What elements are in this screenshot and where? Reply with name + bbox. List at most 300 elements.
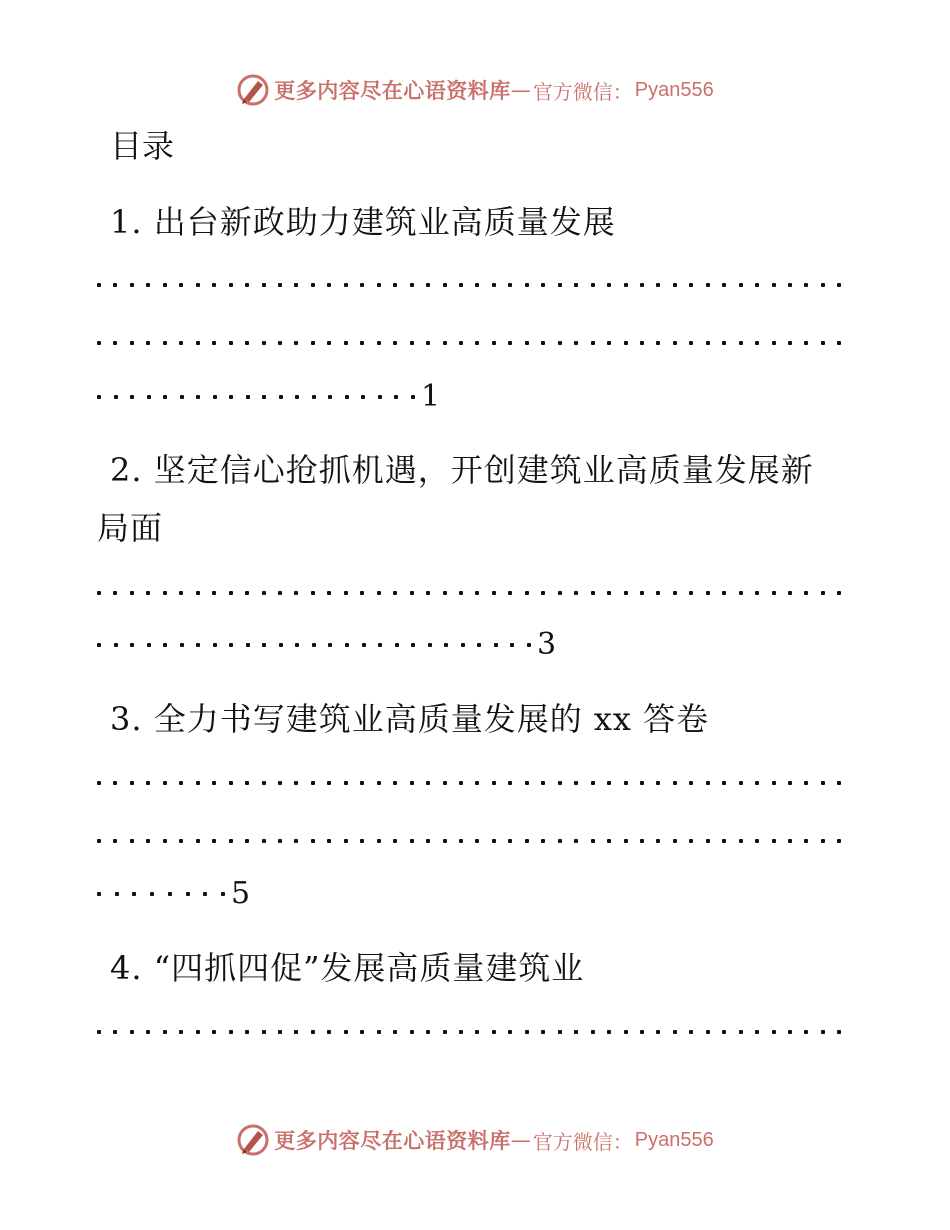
leader-dot	[640, 283, 644, 287]
leader-dot	[574, 283, 578, 287]
toc-entry-3[interactable]: 3. 全力书写建筑业高质量发展的 xx 答卷	[110, 700, 710, 738]
leader-dot	[377, 283, 381, 287]
leader-dot	[410, 591, 414, 595]
leader-dot	[113, 341, 117, 345]
toc-entry-2-continued: 局面	[97, 509, 164, 547]
leader-dot	[739, 341, 743, 345]
leader-dot	[475, 839, 479, 843]
leader-dot	[245, 781, 249, 785]
leader-dot	[689, 283, 693, 287]
leader-dot	[624, 283, 628, 287]
leader-dot	[492, 591, 496, 595]
leader-dot	[245, 591, 249, 595]
leader-dot	[624, 781, 628, 785]
leader-dot	[591, 283, 595, 287]
leader-dot	[411, 643, 415, 647]
leader-dot	[97, 839, 101, 843]
leader-dot	[395, 643, 399, 647]
dot-leader	[97, 826, 842, 856]
leader-dot	[821, 283, 825, 287]
leader-dot	[508, 341, 512, 345]
leader-dot	[837, 341, 841, 345]
leader-dot	[246, 395, 250, 399]
leader-dot	[673, 1030, 677, 1034]
leader-dot	[262, 341, 266, 345]
leader-dot	[461, 643, 465, 647]
leader-dot	[410, 1030, 414, 1034]
leader-dot	[772, 341, 776, 345]
leader-dot	[804, 283, 808, 287]
leader-dot	[475, 591, 479, 595]
leader-dot	[492, 781, 496, 785]
leader-dot	[656, 839, 660, 843]
footer-banner	[0, 1120, 950, 1160]
leader-dot	[788, 283, 792, 287]
leader-dot	[229, 283, 233, 287]
leader-dot	[837, 1030, 841, 1034]
leader-dot	[591, 341, 595, 345]
toc-entry-1[interactable]: 1. 出台新政助力建筑业高质量发展	[110, 203, 616, 241]
leader-dot	[508, 839, 512, 843]
leader-dot	[607, 283, 611, 287]
leader-dot	[377, 591, 381, 595]
leader-dot	[541, 781, 545, 785]
leader-dot	[673, 341, 677, 345]
leader-dot	[278, 591, 282, 595]
leader-dot	[279, 643, 283, 647]
leader-dot	[377, 341, 381, 345]
dot-leader	[97, 768, 842, 798]
leader-dot	[508, 283, 512, 287]
leader-dot	[426, 591, 430, 595]
leader-dot	[821, 591, 825, 595]
leader-dot	[361, 395, 365, 399]
leader-dot	[591, 781, 595, 785]
leader-dot	[443, 591, 447, 595]
leader-dot	[344, 341, 348, 345]
toc-page-number: 1	[421, 379, 441, 414]
leader-dot	[146, 1030, 150, 1034]
leader-dot	[163, 781, 167, 785]
leader-dot	[328, 643, 332, 647]
leader-dot	[624, 839, 628, 843]
leader-dot	[541, 341, 545, 345]
leader-dot	[656, 283, 660, 287]
leader-dot	[459, 839, 463, 843]
leader-dot	[168, 892, 172, 896]
leader-dot	[591, 839, 595, 843]
header-banner	[0, 70, 950, 110]
dot-leader	[97, 270, 842, 300]
leader-dot	[262, 1030, 266, 1034]
leader-dot	[262, 591, 266, 595]
leader-dot	[410, 839, 414, 843]
leader-dot	[114, 395, 118, 399]
leader-dot	[113, 839, 117, 843]
leader-dot	[558, 283, 562, 287]
leader-dot	[393, 1030, 397, 1034]
leader-dot	[196, 643, 200, 647]
leader-dot	[821, 341, 825, 345]
leader-dot	[262, 643, 266, 647]
leader-dot	[426, 781, 430, 785]
leader-dot	[328, 395, 332, 399]
leader-dot	[278, 839, 282, 843]
leader-dot	[837, 781, 841, 785]
leader-dot	[722, 341, 726, 345]
leader-dot	[327, 1030, 331, 1034]
leader-dot	[146, 283, 150, 287]
leader-dot	[410, 781, 414, 785]
leader-dot	[213, 643, 217, 647]
leader-dot	[245, 839, 249, 843]
leader-dot	[97, 781, 101, 785]
leader-dot	[656, 341, 660, 345]
leader-dot	[410, 283, 414, 287]
leader-dot	[97, 341, 101, 345]
leader-dot	[525, 781, 529, 785]
leader-dot	[196, 395, 200, 399]
leader-dot	[229, 1030, 233, 1034]
leader-dot	[689, 781, 693, 785]
leader-dot	[344, 839, 348, 843]
leader-dot	[130, 341, 134, 345]
leader-dot	[689, 839, 693, 843]
leader-dot	[607, 591, 611, 595]
leader-dot	[311, 839, 315, 843]
leader-dot	[706, 283, 710, 287]
leader-dot	[130, 643, 134, 647]
leader-dot	[656, 591, 660, 595]
leader-dot	[492, 283, 496, 287]
leader-dot	[426, 341, 430, 345]
leader-dot	[475, 283, 479, 287]
leader-dot	[163, 283, 167, 287]
leader-dot	[295, 643, 299, 647]
leader-dot	[327, 839, 331, 843]
leader-dot	[229, 395, 233, 399]
leader-dot	[327, 341, 331, 345]
leader-dot	[294, 1030, 298, 1034]
leader-dot	[477, 643, 481, 647]
leader-dot	[327, 591, 331, 595]
leader-dot	[294, 283, 298, 287]
banner-separator: —	[510, 1128, 531, 1152]
leader-dot	[97, 283, 101, 287]
leader-dot	[180, 643, 184, 647]
leader-dot	[624, 341, 628, 345]
leader-dot	[739, 1030, 743, 1034]
leader-dot	[574, 1030, 578, 1034]
leader-dot	[130, 781, 134, 785]
leader-dot	[377, 839, 381, 843]
leader-dot	[311, 283, 315, 287]
leader-dot	[196, 781, 200, 785]
leader-dot	[574, 781, 578, 785]
leader-dot	[443, 839, 447, 843]
leader-dot	[591, 591, 595, 595]
leader-dot	[689, 591, 693, 595]
leader-dot	[443, 781, 447, 785]
leader-dot	[294, 781, 298, 785]
leader-dot	[722, 839, 726, 843]
leader-dot	[426, 839, 430, 843]
leader-dot	[179, 1030, 183, 1034]
leader-dot	[150, 892, 154, 896]
leader-dot	[393, 591, 397, 595]
leader-dot	[229, 643, 233, 647]
leader-dot	[394, 395, 398, 399]
leader-dot	[163, 591, 167, 595]
leader-dot	[459, 781, 463, 785]
leader-dot	[821, 781, 825, 785]
leader-dot	[327, 283, 331, 287]
leader-dot	[311, 591, 315, 595]
leader-dot	[510, 643, 514, 647]
leader-dot	[673, 283, 677, 287]
leader-dot	[262, 395, 266, 399]
leader-dot	[295, 395, 299, 399]
leader-dot	[689, 1030, 693, 1034]
leader-dot	[492, 1030, 496, 1034]
leader-dot	[624, 1030, 628, 1034]
leader-dot	[574, 591, 578, 595]
leader-dot	[558, 781, 562, 785]
leader-dot	[804, 1030, 808, 1034]
banner-title: 更多内容尽在心语资料库	[274, 1128, 511, 1153]
leader-dot	[607, 781, 611, 785]
leader-dot	[722, 591, 726, 595]
leader-dot	[113, 283, 117, 287]
leader-dot	[360, 1030, 364, 1034]
leader-dot	[130, 1030, 134, 1034]
leader-dot	[492, 341, 496, 345]
leader-dot	[294, 591, 298, 595]
leader-dot	[410, 341, 414, 345]
leader-dot	[186, 892, 190, 896]
leader-dot	[279, 395, 283, 399]
leader-dot	[245, 283, 249, 287]
pen-logo-icon	[236, 1123, 270, 1157]
leader-dot	[558, 839, 562, 843]
leader-dot	[114, 643, 118, 647]
leader-dot	[262, 781, 266, 785]
leader-dot	[772, 591, 776, 595]
leader-dot	[673, 839, 677, 843]
leader-dot	[804, 341, 808, 345]
dot-leader-with-page	[97, 627, 557, 662]
leader-dot	[132, 892, 136, 896]
leader-dot	[130, 591, 134, 595]
leader-dot	[377, 1030, 381, 1034]
leader-dot	[640, 839, 644, 843]
leader-dot	[673, 781, 677, 785]
leader-dot	[212, 283, 216, 287]
leader-dot	[558, 341, 562, 345]
leader-dot	[393, 839, 397, 843]
leader-dot	[203, 892, 207, 896]
leader-dot	[525, 283, 529, 287]
leader-dot	[525, 839, 529, 843]
leader-dot	[113, 781, 117, 785]
toc-page-number: 3	[537, 627, 557, 662]
leader-dot	[212, 781, 216, 785]
leader-dot	[229, 839, 233, 843]
leader-dot	[821, 839, 825, 843]
leader-dot	[772, 1030, 776, 1034]
leader-dot	[163, 643, 167, 647]
leader-dot	[624, 591, 628, 595]
leader-dot	[146, 839, 150, 843]
leader-dot	[411, 395, 415, 399]
leader-dot	[558, 1030, 562, 1034]
leader-dot	[706, 839, 710, 843]
leader-dot	[804, 781, 808, 785]
leader-dot	[508, 591, 512, 595]
leader-dot	[739, 839, 743, 843]
leader-dot	[345, 395, 349, 399]
leader-dot	[541, 1030, 545, 1034]
leader-dot	[196, 341, 200, 345]
leader-dot	[837, 591, 841, 595]
leader-dot	[163, 341, 167, 345]
leader-dot	[345, 643, 349, 647]
leader-dot	[245, 341, 249, 345]
leader-dot	[146, 341, 150, 345]
leader-dot	[212, 591, 216, 595]
leader-dot	[360, 591, 364, 595]
leader-dot	[113, 1030, 117, 1034]
leader-dot	[312, 643, 316, 647]
banner-wechat-label: 官方微信：	[532, 79, 633, 104]
leader-dot	[311, 341, 315, 345]
leader-dot	[163, 839, 167, 843]
leader-dot	[360, 341, 364, 345]
leader-dot	[344, 591, 348, 595]
leader-dot	[212, 1030, 216, 1034]
leader-dot	[574, 341, 578, 345]
dot-leader-with-page	[97, 876, 251, 911]
leader-dot	[130, 283, 134, 287]
leader-dot	[607, 839, 611, 843]
toc-entry-2[interactable]: 2. 坚定信心抢抓机遇，开创建筑业高质量发展新	[110, 451, 814, 489]
leader-dot	[706, 1030, 710, 1034]
leader-dot	[755, 781, 759, 785]
leader-dot	[837, 839, 841, 843]
leader-dot	[378, 395, 382, 399]
leader-dot	[245, 1030, 249, 1034]
leader-dot	[97, 591, 101, 595]
leader-dot	[278, 341, 282, 345]
leader-dot	[362, 643, 366, 647]
leader-dot	[706, 591, 710, 595]
leader-dot	[246, 643, 250, 647]
leader-dot	[97, 395, 101, 399]
leader-dot	[428, 643, 432, 647]
leader-dot	[508, 781, 512, 785]
leader-dot	[179, 591, 183, 595]
leader-dot	[163, 1030, 167, 1034]
leader-dot	[673, 591, 677, 595]
leader-dot	[179, 781, 183, 785]
leader-dot	[444, 643, 448, 647]
leader-dot	[689, 341, 693, 345]
leader-dot	[640, 591, 644, 595]
leader-dot	[146, 781, 150, 785]
leader-dot	[525, 341, 529, 345]
leader-dot	[278, 1030, 282, 1034]
leader-dot	[113, 591, 117, 595]
leader-dot	[591, 1030, 595, 1034]
leader-dot	[788, 839, 792, 843]
leader-dot	[393, 341, 397, 345]
banner-wechat-id: Pyan556	[634, 1128, 714, 1151]
leader-dot	[459, 283, 463, 287]
leader-dot	[607, 1030, 611, 1034]
leader-dot	[525, 1030, 529, 1034]
banner-separator: —	[510, 78, 531, 102]
leader-dot	[311, 1030, 315, 1034]
leader-dot	[755, 839, 759, 843]
dot-leader-with-page	[97, 379, 441, 414]
leader-dot	[360, 781, 364, 785]
leader-dot	[229, 781, 233, 785]
leader-dot	[344, 781, 348, 785]
leader-dot	[837, 283, 841, 287]
leader-dot	[788, 341, 792, 345]
leader-dot	[97, 892, 101, 896]
leader-dot	[130, 395, 134, 399]
leader-dot	[311, 781, 315, 785]
banner-wechat-label: 官方微信：	[532, 1129, 633, 1154]
leader-dot	[541, 283, 545, 287]
leader-dot	[115, 892, 119, 896]
leader-dot	[508, 1030, 512, 1034]
toc-entry-4[interactable]: 4. “四抓四促”发展高质量建筑业	[110, 949, 585, 987]
leader-dot	[212, 839, 216, 843]
leader-dot	[558, 591, 562, 595]
leader-dot	[130, 839, 134, 843]
leader-dot	[327, 781, 331, 785]
leader-dot	[426, 1030, 430, 1034]
leader-dot	[212, 341, 216, 345]
leader-dot	[804, 839, 808, 843]
toc-title: 目录	[110, 127, 175, 165]
leader-dot	[640, 781, 644, 785]
leader-dot	[426, 283, 430, 287]
leader-dot	[344, 1030, 348, 1034]
leader-dot	[147, 643, 151, 647]
leader-dot	[163, 395, 167, 399]
leader-dot	[475, 781, 479, 785]
leader-dot	[377, 781, 381, 785]
leader-dot	[294, 341, 298, 345]
leader-dot	[196, 283, 200, 287]
leader-dot	[527, 643, 531, 647]
leader-dot	[196, 839, 200, 843]
leader-dot	[97, 643, 101, 647]
leader-dot	[541, 839, 545, 843]
leader-dot	[443, 283, 447, 287]
dot-leader	[97, 1017, 842, 1047]
leader-dot	[312, 395, 316, 399]
leader-dot	[722, 1030, 726, 1034]
leader-dot	[443, 1030, 447, 1034]
leader-dot	[344, 283, 348, 287]
leader-dot	[656, 781, 660, 785]
leader-dot	[772, 839, 776, 843]
leader-dot	[475, 1030, 479, 1034]
